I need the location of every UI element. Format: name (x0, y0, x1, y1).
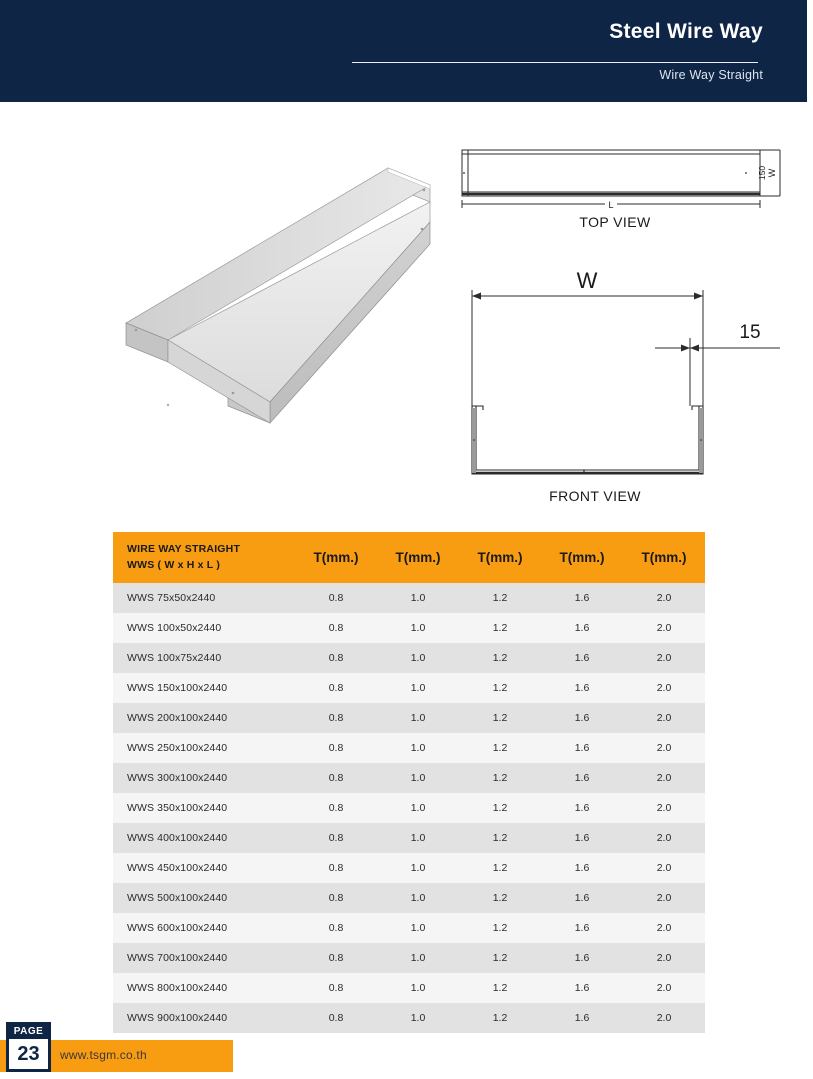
cell-product-name: WWS 100x75x2440 (113, 643, 295, 673)
table-row (113, 853, 705, 883)
cell-t2: 1.0 (377, 763, 459, 793)
table-row (113, 823, 705, 853)
cell-t3: 1.2 (459, 763, 541, 793)
cell-t4: 1.6 (541, 613, 623, 643)
cell-product-name: WWS 800x100x2440 (113, 973, 295, 1003)
cell-t5: 2.0 (623, 763, 705, 793)
cell-t3: 1.2 (459, 793, 541, 823)
page-title: Steel Wire Way (609, 20, 763, 43)
cell-t3: 1.2 (459, 913, 541, 943)
cell-t4: 1.6 (541, 763, 623, 793)
cell-product-name: WWS 400x100x2440 (113, 823, 295, 853)
cell-t2: 1.0 (377, 583, 459, 613)
product-3d-render (18, 140, 438, 440)
table-row (113, 943, 705, 973)
cell-t5: 2.0 (623, 733, 705, 763)
cell-t5: 2.0 (623, 853, 705, 883)
cell-product-name: WWS 100x50x2440 (113, 613, 295, 643)
column-header-t5: T(mm.) (623, 532, 705, 583)
cell-product-name: WWS 75x50x2440 (113, 583, 295, 613)
cell-t1: 0.8 (295, 703, 377, 733)
cell-product-name: WWS 700x100x2440 (113, 943, 295, 973)
cell-product-name: WWS 150x100x2440 (113, 673, 295, 703)
cell-t3: 1.2 (459, 973, 541, 1003)
cell-product-name: WWS 200x100x2440 (113, 703, 295, 733)
page-badge-number: 23 (9, 1039, 48, 1069)
cell-t4: 1.6 (541, 703, 623, 733)
cell-t5: 2.0 (623, 973, 705, 1003)
page-badge-label: PAGE (13, 1026, 44, 1037)
cell-t4: 1.6 (541, 973, 623, 1003)
cell-t1: 0.8 (295, 823, 377, 853)
cell-t1: 0.8 (295, 733, 377, 763)
cell-t4: 1.6 (541, 673, 623, 703)
table-row (113, 613, 705, 643)
cell-t1: 0.8 (295, 853, 377, 883)
cell-t4: 1.6 (541, 823, 623, 853)
cell-t4: 1.6 (541, 883, 623, 913)
cell-t5: 2.0 (623, 913, 705, 943)
cell-product-name: WWS 500x100x2440 (113, 883, 295, 913)
cell-t1: 0.8 (295, 913, 377, 943)
cell-t1: 0.8 (295, 763, 377, 793)
cell-t2: 1.0 (377, 1003, 459, 1033)
front-view-flange-label: 15 (739, 322, 761, 343)
cell-t1: 0.8 (295, 973, 377, 1003)
cell-t2: 1.0 (377, 643, 459, 673)
cell-t2: 1.0 (377, 943, 459, 973)
cell-t2: 1.0 (377, 823, 459, 853)
cell-t1: 0.8 (295, 793, 377, 823)
column-header-name-line2: WWS ( W x H x L ) (127, 558, 221, 571)
cell-product-name: WWS 450x100x2440 (113, 853, 295, 883)
table-row (113, 1003, 705, 1033)
cell-t5: 2.0 (623, 943, 705, 973)
cell-t3: 1.2 (459, 883, 541, 913)
cell-t3: 1.2 (459, 613, 541, 643)
cell-t3: 1.2 (459, 583, 541, 613)
cell-t2: 1.0 (377, 913, 459, 943)
cell-t3: 1.2 (459, 943, 541, 973)
footer-website[interactable]: www.tsgm.co.th (60, 1048, 147, 1062)
table-row (113, 763, 705, 793)
cell-t3: 1.2 (459, 733, 541, 763)
cell-t1: 0.8 (295, 673, 377, 703)
cell-t1: 0.8 (295, 583, 377, 613)
column-header-t4: T(mm.) (541, 532, 623, 583)
cell-t1: 0.8 (295, 613, 377, 643)
cell-t5: 2.0 (623, 1003, 705, 1033)
page-header (0, 0, 807, 102)
cell-t4: 1.6 (541, 733, 623, 763)
specification-table (113, 532, 705, 1033)
cell-t5: 2.0 (623, 823, 705, 853)
page-subtitle: Wire Way Straight (659, 68, 763, 82)
front-view-caption: FRONT VIEW (549, 488, 641, 504)
cell-t3: 1.2 (459, 673, 541, 703)
cell-t2: 1.0 (377, 883, 459, 913)
top-view-width-label: W (767, 168, 777, 178)
top-view-caption: TOP VIEW (579, 214, 651, 230)
cell-t4: 1.6 (541, 583, 623, 613)
table-row (113, 733, 705, 763)
cell-t4: 1.6 (541, 943, 623, 973)
table-row (113, 703, 705, 733)
page-badge (6, 1022, 51, 1072)
column-header-t3: T(mm.) (459, 532, 541, 583)
cell-product-name: WWS 250x100x2440 (113, 733, 295, 763)
table-row (113, 973, 705, 1003)
cell-t5: 2.0 (623, 583, 705, 613)
top-view-length-label: L (608, 200, 614, 210)
table-body (113, 583, 705, 1033)
cell-t2: 1.0 (377, 703, 459, 733)
cell-t3: 1.2 (459, 1003, 541, 1033)
column-header-t1: T(mm.) (295, 532, 377, 583)
cell-t4: 1.6 (541, 643, 623, 673)
cell-t1: 0.8 (295, 643, 377, 673)
table-row (113, 793, 705, 823)
column-header-t2: T(mm.) (377, 532, 459, 583)
cell-t5: 2.0 (623, 793, 705, 823)
cell-t2: 1.0 (377, 973, 459, 1003)
front-view-width-label: W (576, 268, 598, 293)
table-row (113, 583, 705, 613)
cell-t5: 2.0 (623, 643, 705, 673)
cell-t4: 1.6 (541, 793, 623, 823)
table-row (113, 883, 705, 913)
cell-t5: 2.0 (623, 613, 705, 643)
cell-t2: 1.0 (377, 853, 459, 883)
cell-t3: 1.2 (459, 823, 541, 853)
cell-t1: 0.8 (295, 943, 377, 973)
cell-t3: 1.2 (459, 703, 541, 733)
table-row (113, 673, 705, 703)
cell-t2: 1.0 (377, 673, 459, 703)
table-header-row (113, 532, 705, 583)
cell-t5: 2.0 (623, 703, 705, 733)
cell-t3: 1.2 (459, 853, 541, 883)
cell-t2: 1.0 (377, 793, 459, 823)
cell-t2: 1.0 (377, 613, 459, 643)
column-header-name (113, 532, 295, 583)
cell-t4: 1.6 (541, 1003, 623, 1033)
cell-product-name: WWS 300x100x2440 (113, 763, 295, 793)
cell-t5: 2.0 (623, 673, 705, 703)
cell-product-name: WWS 350x100x2440 (113, 793, 295, 823)
cell-product-name: WWS 900x100x2440 (113, 1003, 295, 1033)
cell-t2: 1.0 (377, 733, 459, 763)
column-header-name-line1: WIRE WAY STRAIGHT (127, 543, 241, 556)
cell-t3: 1.2 (459, 643, 541, 673)
header-divider (352, 62, 758, 63)
table-row (113, 643, 705, 673)
cell-t1: 0.8 (295, 1003, 377, 1033)
cell-t4: 1.6 (541, 853, 623, 883)
cell-t5: 2.0 (623, 883, 705, 913)
cell-t1: 0.8 (295, 883, 377, 913)
cell-product-name: WWS 600x100x2440 (113, 913, 295, 943)
front-view-drawing (450, 258, 800, 510)
cell-t4: 1.6 (541, 913, 623, 943)
table-row (113, 913, 705, 943)
top-view-height-label: 150 (757, 165, 767, 181)
